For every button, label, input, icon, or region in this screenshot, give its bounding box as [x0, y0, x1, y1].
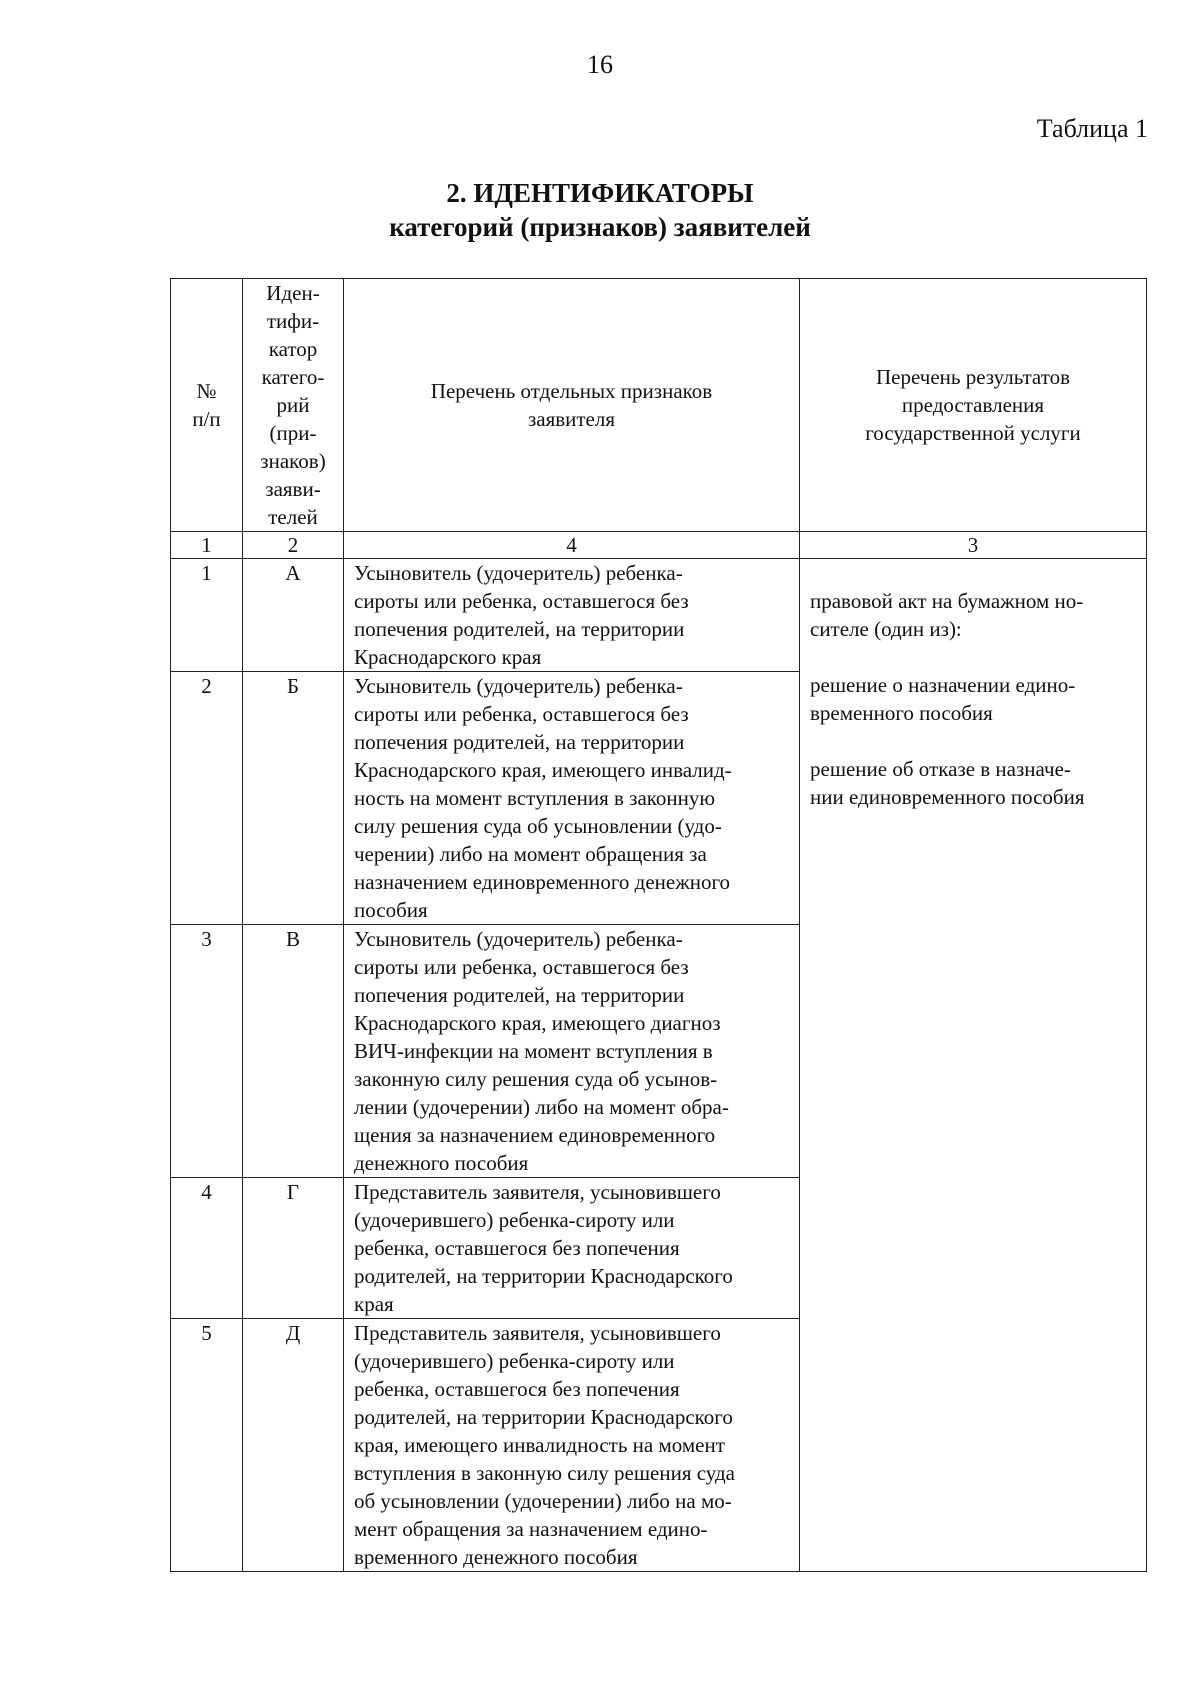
- column-number: 3: [800, 532, 1147, 559]
- row-number: 2: [171, 672, 243, 925]
- row-number: 4: [171, 1178, 243, 1319]
- row-features: Усыновитель (удочеритель) ребенка- сироты или ребенка, оставшегося без попечения родителей, на территории Краснодарского края, имеющего диагноз ВИЧ-инфекции на момент вступления в законную силу решения суда об усынов- лении (удочерении) либо на момент обра- щения за назначением единовременного денежного пособия: [344, 925, 800, 1178]
- header-features: Перечень отдельных признаков заявителя: [344, 279, 800, 532]
- row-identifier: Б: [243, 672, 344, 925]
- row-identifier: Г: [243, 1178, 344, 1319]
- column-number: 4: [344, 532, 800, 559]
- result-grant-decision: решение о назначении едино- временного пособия: [810, 673, 1076, 725]
- row-features: Усыновитель (удочеритель) ребенка- сироты или ребенка, оставшегося без попечения родителей, на территории Краснодарского края: [344, 559, 800, 672]
- row-features: Представитель заявителя, усыновившего (удочерившего) ребенка-сироту или ребенка, оставшегося без попечения родителей, на территории Краснодарского края: [344, 1178, 800, 1319]
- header-results: Перечень результатов предоставления государственной услуги: [800, 279, 1147, 532]
- document-title: [0, 176, 1200, 244]
- column-number: 1: [171, 532, 243, 559]
- result-refusal-decision: решение об отказе в назначе- нии единовременного пособия: [810, 757, 1085, 809]
- row-number: 3: [171, 925, 243, 1178]
- column-number: 2: [243, 532, 344, 559]
- results-cell: [800, 559, 1147, 1572]
- table-label: Таблица 1: [1036, 114, 1148, 143]
- identifiers-table: [170, 278, 1147, 1572]
- row-identifier: В: [243, 925, 344, 1178]
- row-number: 1: [171, 559, 243, 672]
- row-identifier: А: [243, 559, 344, 672]
- header-identifier: Иден- тифи- катор катего- рий (при- знаков) заяви- телей: [243, 279, 344, 532]
- column-numbers-row: [171, 532, 1147, 559]
- result-legal-act: правовой акт на бумажном но- сителе (один из):: [810, 589, 1084, 641]
- row-features: Усыновитель (удочеритель) ребенка- сироты или ребенка, оставшегося без попечения родителей, на территории Краснодарского края, имеющего инвалид- ность на момент вступления в законную силу решения суда об усыновлении (удо- черении) либо на момент обращения за назначением единовременного денежного пособия: [344, 672, 800, 925]
- title-line-2: категорий (признаков) заявителей: [389, 212, 811, 242]
- row-features: Представитель заявителя, усыновившего (удочерившего) ребенка-сироту или ребенка, оставшегося без попечения родителей, на территории Краснодарского края, имеющего инвалидность на момент вступления в законную силу решения суда об усыновлении (удочерении) либо на мо- мент обращения за назначением едино- временного денежного пособия: [344, 1319, 800, 1572]
- header-num: № п/п: [171, 279, 243, 532]
- table-header-row: [171, 279, 1147, 532]
- row-number: 5: [171, 1319, 243, 1572]
- row-identifier: Д: [243, 1319, 344, 1572]
- table-row: [171, 559, 1147, 672]
- title-line-1: 2. ИДЕНТИФИКАТОРЫ: [446, 178, 754, 208]
- page-number: 16: [587, 50, 613, 79]
